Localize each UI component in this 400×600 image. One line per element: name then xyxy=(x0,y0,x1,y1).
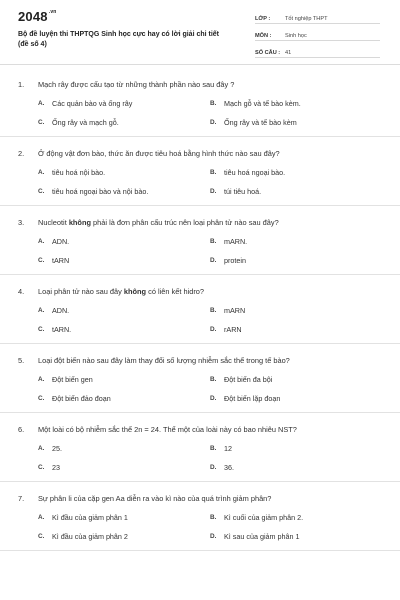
answer-option[interactable] xyxy=(210,394,382,403)
option-text: túi tiêu hoá. xyxy=(224,187,262,196)
option-letter: A. xyxy=(38,445,45,452)
option-text: Kì cuối của giảm phân 2. xyxy=(224,513,304,522)
option-letter: D. xyxy=(210,533,217,540)
document-header xyxy=(0,0,400,64)
option-text: Đột biến lặp đoạn xyxy=(224,394,281,403)
question-text: Mạch rây được cấu tạo từ những thành phần nào sau đây ? xyxy=(38,80,235,89)
option-letter: A. xyxy=(38,376,45,383)
emphasis-text: không xyxy=(123,287,147,296)
answer-option[interactable] xyxy=(38,168,210,177)
answer-options xyxy=(18,168,382,196)
question-text: Loại phân tử nào sau đây không có liên kết hidro? xyxy=(38,287,205,296)
question-number: 5. xyxy=(18,356,25,365)
option-letter: B. xyxy=(210,514,217,521)
question-text: Sự phân li của cặp gen Aa diễn ra vào kì nào của quá trình giảm phân? xyxy=(38,494,272,503)
meta-value: Tốt nghiệp THPT xyxy=(285,16,328,22)
answer-option[interactable] xyxy=(210,256,382,265)
option-text: Đột biến gen xyxy=(52,375,93,384)
question-text: Nucleotit không phải là đơn phân cấu trúc nên loại phân tử nào sau đây? xyxy=(38,218,279,227)
question-number: 3. xyxy=(18,218,25,227)
option-text: 12 xyxy=(224,444,232,453)
answer-option[interactable] xyxy=(210,118,382,127)
option-letter: C. xyxy=(38,464,45,471)
option-text: Ống rây và mạch gỗ. xyxy=(52,118,119,127)
option-text: 36. xyxy=(224,463,234,472)
answer-option[interactable] xyxy=(38,256,210,265)
question-text: Một loài có bộ nhiễm sắc thể 2n = 24. Thể một của loài này có bao nhiêu NST? xyxy=(38,425,297,434)
option-text: Kì đầu của giảm phân 2 xyxy=(52,532,128,541)
option-text: tiêu hoá nội bào. xyxy=(52,168,106,177)
answer-option[interactable] xyxy=(210,168,382,177)
option-letter: C. xyxy=(38,326,45,333)
answer-options xyxy=(18,375,382,403)
answer-option[interactable] xyxy=(38,532,210,541)
option-text: 23 xyxy=(52,463,60,472)
question-header xyxy=(18,149,382,159)
question-item xyxy=(0,344,400,413)
option-text: 25. xyxy=(52,444,62,453)
option-text: Đột biến đa bội xyxy=(224,375,273,384)
answer-options xyxy=(18,237,382,265)
answer-option[interactable] xyxy=(210,237,382,246)
option-text: tiêu hoá ngoại bào và nội bào. xyxy=(52,187,149,196)
option-letter: B. xyxy=(210,169,217,176)
answer-option[interactable] xyxy=(210,444,382,453)
answer-option[interactable] xyxy=(38,375,210,384)
meta-label: MÔN : xyxy=(255,33,272,39)
option-text: Mạch gỗ và tế bào kèm. xyxy=(224,99,301,108)
option-text: rARN xyxy=(224,325,242,334)
option-letter: C. xyxy=(38,257,45,264)
option-letter: B. xyxy=(210,376,217,383)
question-number: 2. xyxy=(18,149,25,158)
option-text: Ống rây và tế bào kèm xyxy=(224,118,297,127)
option-text: Đột biến đảo đoạn xyxy=(52,394,111,403)
meta-value: 41 xyxy=(285,50,292,56)
site-logo[interactable]: $2048^{.vn}$ xyxy=(18,9,57,24)
answer-options xyxy=(18,99,382,127)
option-letter: B. xyxy=(210,445,217,452)
answer-option[interactable] xyxy=(210,306,382,315)
meta-panel xyxy=(255,10,380,61)
option-letter: D. xyxy=(210,119,217,126)
meta-row-subject xyxy=(255,27,380,41)
option-letter: C. xyxy=(38,395,45,402)
answer-option[interactable] xyxy=(210,375,382,384)
answer-option[interactable] xyxy=(38,325,210,334)
document-title: Bộ đề luyện thi THPTQG Sinh học cực hay có lời giải chi tiết (đề số 4) xyxy=(18,31,220,48)
header-divider xyxy=(0,64,400,65)
question-list xyxy=(0,68,400,551)
answer-option[interactable] xyxy=(38,444,210,453)
question-item xyxy=(0,68,400,137)
option-letter: B. xyxy=(210,307,217,314)
answer-option[interactable] xyxy=(210,99,382,108)
answer-option[interactable] xyxy=(210,187,382,196)
option-text: protein xyxy=(224,256,246,265)
option-text: tARN xyxy=(52,256,70,265)
option-text: ADN. xyxy=(52,237,70,246)
option-text: Các quản bào và ống rây xyxy=(52,99,133,108)
option-letter: A. xyxy=(38,514,45,521)
answer-option[interactable] xyxy=(38,463,210,472)
answer-option[interactable] xyxy=(38,237,210,246)
option-text: mARN xyxy=(224,306,246,315)
answer-option[interactable] xyxy=(38,394,210,403)
option-letter: A. xyxy=(38,238,45,245)
option-letter: A. xyxy=(38,307,45,314)
option-text: mARN. xyxy=(224,237,248,246)
meta-label: LỚP : xyxy=(255,16,271,22)
answer-option[interactable] xyxy=(38,513,210,522)
option-letter: C. xyxy=(38,533,45,540)
question-item xyxy=(0,206,400,275)
question-text: Ở động vật đơn bào, thức ăn được tiêu hoá bằng hình thức nào sau đây? xyxy=(38,149,280,158)
option-letter: D. xyxy=(210,464,217,471)
answer-option[interactable] xyxy=(38,306,210,315)
question-header xyxy=(18,80,382,90)
question-text: Loại đột biến nào sau đây làm thay đổi số lượng nhiễm sắc thể trong tế bào? xyxy=(38,356,290,365)
option-letter: A. xyxy=(38,169,45,176)
question-item xyxy=(0,413,400,482)
option-text: tiêu hoá ngoại bào. xyxy=(224,168,286,177)
question-header xyxy=(18,218,382,228)
option-text: tARN. xyxy=(52,325,72,334)
meta-value: Sinh học xyxy=(285,33,307,39)
question-header xyxy=(18,494,382,504)
option-text: Kì sau của giảm phân 1 xyxy=(224,532,300,541)
option-letter: B. xyxy=(210,100,217,107)
answer-option[interactable] xyxy=(210,513,382,522)
question-header xyxy=(18,425,382,435)
meta-row-grade xyxy=(255,10,380,24)
answer-option[interactable] xyxy=(38,118,210,127)
emphasis-text: không xyxy=(68,218,91,227)
answer-option[interactable] xyxy=(210,325,382,334)
answer-option[interactable] xyxy=(38,99,210,108)
question-item xyxy=(0,482,400,551)
question-header xyxy=(18,356,382,366)
option-letter: D. xyxy=(210,326,217,333)
question-item xyxy=(0,137,400,206)
option-letter: C. xyxy=(38,188,45,195)
option-letter: D. xyxy=(210,257,217,264)
option-letter: B. xyxy=(210,238,217,245)
answer-options xyxy=(18,306,382,334)
answer-option[interactable] xyxy=(210,532,382,541)
question-number: 1. xyxy=(18,80,25,89)
option-letter: D. xyxy=(210,188,217,195)
option-text: Kì đầu của giảm phân 1 xyxy=(52,513,128,522)
meta-row-question-count xyxy=(255,44,380,58)
option-text: ADN. xyxy=(52,306,70,315)
question-number: 4. xyxy=(18,287,25,296)
question-item xyxy=(0,275,400,344)
question-number: 6. xyxy=(18,425,25,434)
meta-label: SỐ CÂU : xyxy=(255,50,281,56)
question-header xyxy=(18,287,382,297)
option-letter: A. xyxy=(38,100,45,107)
question-number: 7. xyxy=(18,494,25,503)
answer-options xyxy=(18,513,382,541)
option-letter: D. xyxy=(210,395,217,402)
answer-option[interactable] xyxy=(210,463,382,472)
answer-options xyxy=(18,444,382,472)
option-letter: C. xyxy=(38,119,45,126)
answer-option[interactable] xyxy=(38,187,210,196)
